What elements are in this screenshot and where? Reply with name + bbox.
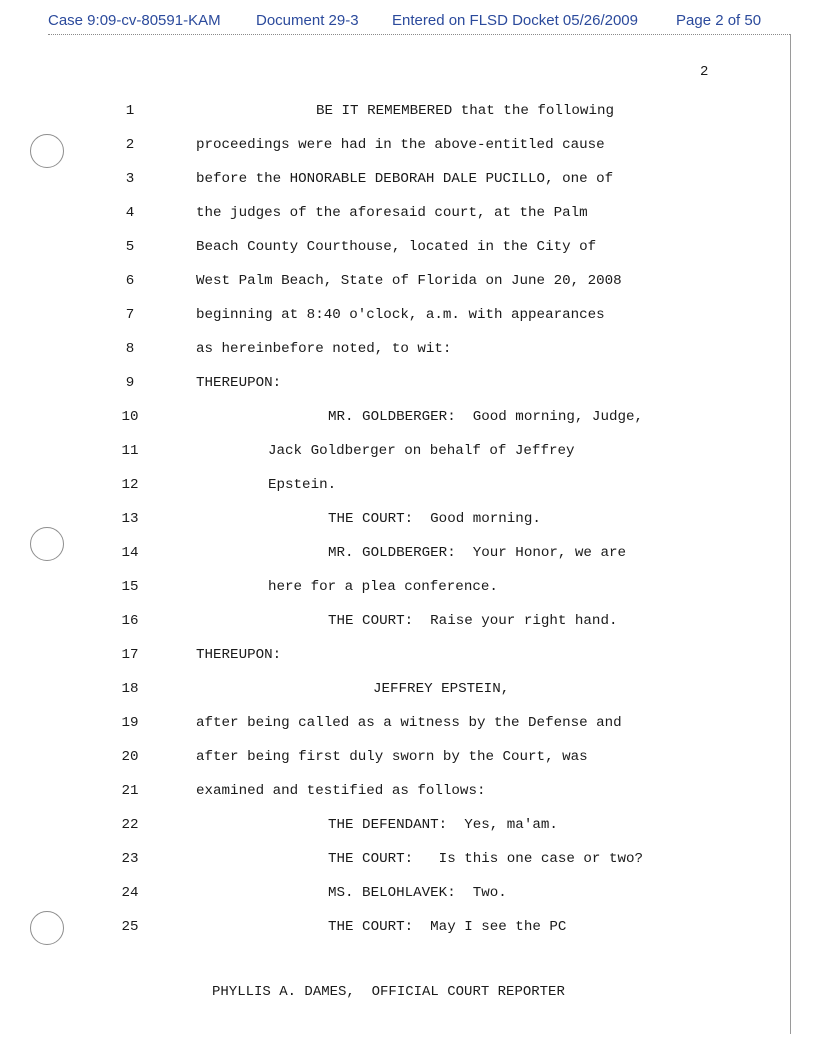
line-number: 3 <box>125 171 135 187</box>
transcript-line <box>0 239 780 259</box>
line-text: THE DEFENDANT: Yes, ma'am. <box>328 817 558 833</box>
transcript-line <box>0 477 780 497</box>
transcript-line <box>0 511 780 531</box>
line-text: here for a plea conference. <box>268 579 498 595</box>
line-text: as hereinbefore noted, to wit: <box>196 341 452 357</box>
line-number: 13 <box>121 511 139 527</box>
line-text: THEREUPON: <box>196 375 282 391</box>
line-number: 23 <box>121 851 139 867</box>
line-text: Jack Goldberger on behalf of Jeffrey <box>268 443 575 459</box>
line-number: 6 <box>125 273 135 289</box>
transcript-line <box>0 783 780 803</box>
transcript-line <box>0 341 780 361</box>
line-number: 15 <box>121 579 139 595</box>
line-text: Epstein. <box>268 477 337 493</box>
line-number: 12 <box>121 477 139 493</box>
line-text: after being first duly sworn by the Court, was <box>196 749 588 765</box>
docket-entry-date: Entered on FLSD Docket 05/26/2009 <box>392 12 638 29</box>
line-number: 11 <box>121 443 139 459</box>
document-number: Document 29-3 <box>256 12 359 29</box>
line-number: 25 <box>121 919 139 935</box>
line-number: 9 <box>125 375 135 391</box>
line-text: THE COURT: Raise your right hand. <box>328 613 618 629</box>
transcript-line <box>0 851 780 871</box>
line-text: proceedings were had in the above-entitled cause <box>196 137 605 153</box>
line-text: BE IT REMEMBERED that the following <box>316 103 614 119</box>
transcript-line <box>0 443 780 463</box>
transcript-line <box>0 375 780 395</box>
transcript-line <box>0 545 780 565</box>
case-number: Case 9:09-cv-80591-KAM <box>48 12 221 29</box>
line-text: THEREUPON: <box>196 647 282 663</box>
line-text: THE COURT: May I see the PC <box>328 919 567 935</box>
line-number: 1 <box>125 103 135 119</box>
line-number: 24 <box>121 885 139 901</box>
line-text: examined and testified as follows: <box>196 783 486 799</box>
line-text: the judges of the aforesaid court, at the Palm <box>196 205 588 221</box>
transcript-line <box>0 307 780 327</box>
transcript-line <box>0 137 780 157</box>
line-number: 17 <box>121 647 139 663</box>
transcript-line <box>0 647 780 667</box>
line-number: 19 <box>121 715 139 731</box>
transcript-line <box>0 885 780 905</box>
line-number: 21 <box>121 783 139 799</box>
line-text: before the HONORABLE DEBORAH DALE PUCILLO, one of <box>196 171 614 187</box>
line-text: THE COURT: Good morning. <box>328 511 541 527</box>
transcript-line <box>0 273 780 293</box>
line-number: 18 <box>121 681 139 697</box>
line-number: 4 <box>125 205 135 221</box>
line-text: West Palm Beach, State of Florida on June 20, 2008 <box>196 273 622 289</box>
transcript-line <box>0 103 780 123</box>
line-number: 5 <box>125 239 135 255</box>
line-text: JEFFREY EPSTEIN, <box>373 681 510 697</box>
line-text: beginning at 8:40 o'clock, a.m. with appearances <box>196 307 605 323</box>
line-text: MR. GOLDBERGER: Good morning, Judge, <box>328 409 644 425</box>
line-text: THE COURT: Is this one case or two? <box>328 851 644 867</box>
transcript-line <box>0 817 780 837</box>
line-number: 16 <box>121 613 139 629</box>
line-number: 20 <box>121 749 139 765</box>
reporter-footer: PHYLLIS A. DAMES, OFFICIAL COURT REPORTER <box>212 984 565 1000</box>
line-number: 2 <box>125 137 135 153</box>
transcript-line <box>0 681 780 701</box>
transcript-line <box>0 749 780 769</box>
transcript-line <box>0 715 780 735</box>
page-number: 2 <box>700 64 709 80</box>
line-text: MR. GOLDBERGER: Your Honor, we are <box>328 545 626 561</box>
line-number: 8 <box>125 341 135 357</box>
page-count: Page 2 of 50 <box>676 12 762 29</box>
line-text: MS. BELOHLAVEK: Two. <box>328 885 507 901</box>
line-number: 22 <box>121 817 139 833</box>
line-number: 14 <box>121 545 139 561</box>
transcript-line <box>0 579 780 599</box>
transcript-line <box>0 919 780 939</box>
line-number: 7 <box>125 307 135 323</box>
line-text: after being called as a witness by the Defense and <box>196 715 622 731</box>
transcript-line <box>0 205 780 225</box>
transcript-line <box>0 171 780 191</box>
line-text: Beach County Courthouse, located in the City of <box>196 239 597 255</box>
transcript-line <box>0 409 780 429</box>
transcript-line <box>0 613 780 633</box>
line-number: 10 <box>121 409 139 425</box>
